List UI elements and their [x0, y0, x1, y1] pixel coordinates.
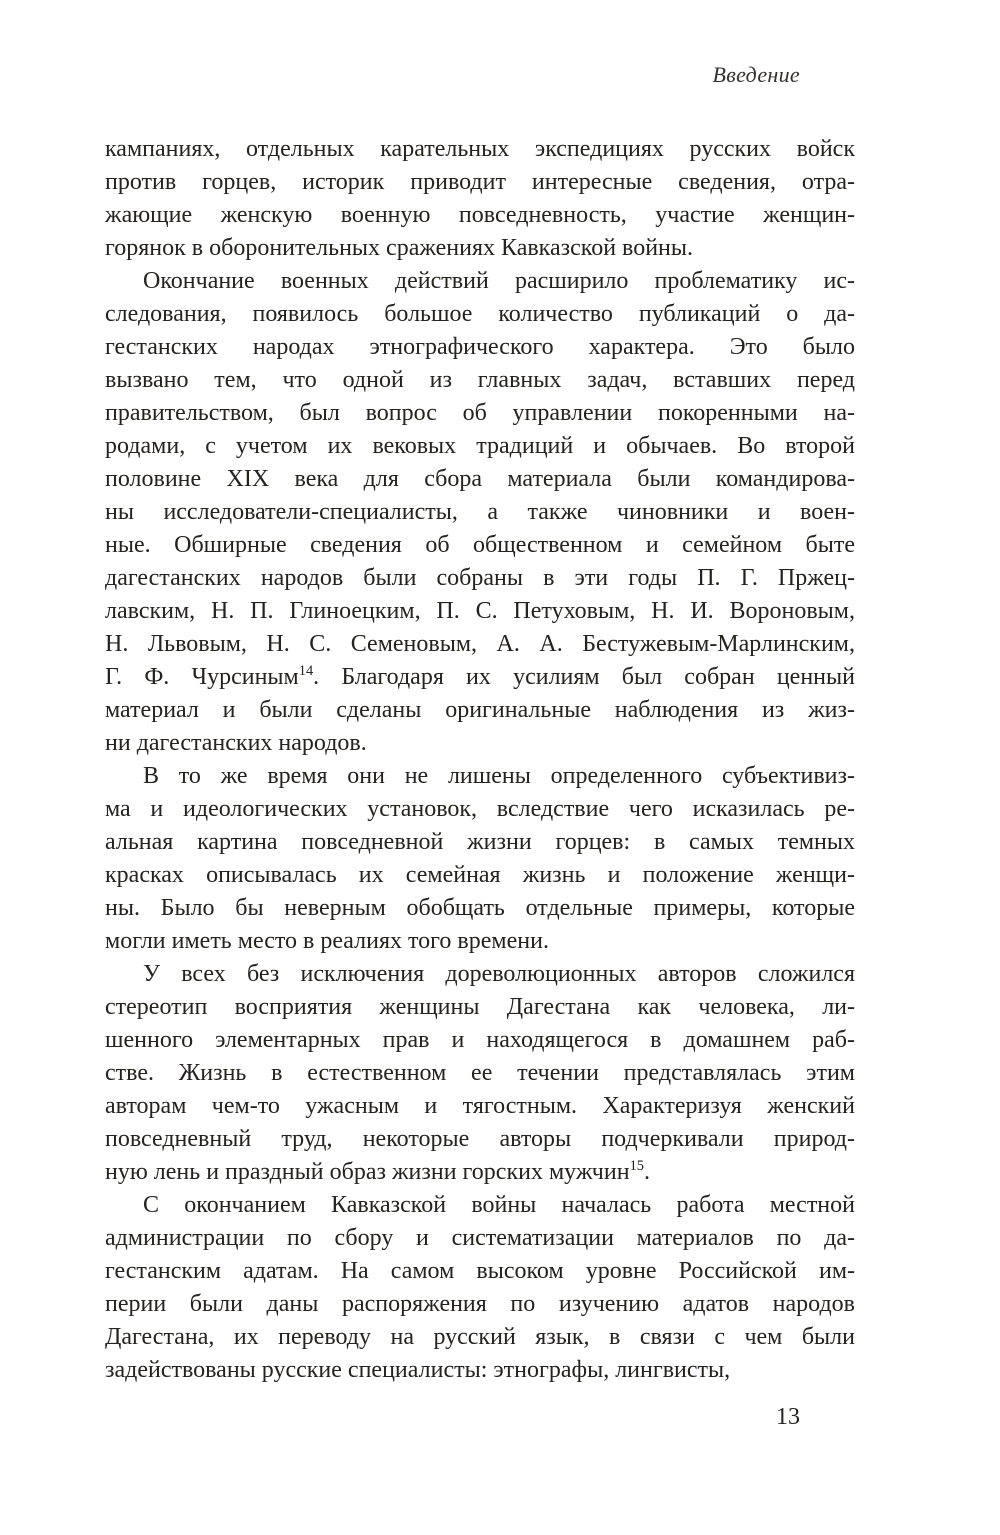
page-body [105, 133, 855, 1387]
text-line: С окончанием Кавказской войны началась работа местной [143, 1192, 855, 1218]
paragraph [105, 133, 855, 265]
page-footer [105, 1401, 855, 1434]
text-line: родами, с учетом их вековых традиций и обычаев. Во второй [105, 433, 855, 459]
text-line: задействованы русские специалисты: этнографы, лингвисты, [105, 1357, 731, 1383]
text-line: шенного элементарных прав и находящегося в домашнем раб- [105, 1027, 855, 1053]
text-line: ную лень и праздный образ жизни горских мужчин$^{15}$. [105, 1158, 650, 1185]
text-line: альная картина повседневной жизни горцев: в самых темных [105, 829, 855, 855]
text-line: Н. Львовым, Н. С. Семеновым, А. А. Бестужевым-Марлинским, [105, 631, 855, 657]
text-line: Окончание военных действий расширило проблематику ис- [143, 268, 855, 294]
text-line: гестанских народах этнографического характера. Это было [105, 334, 855, 360]
text-line: гестанским адатам. На самом высоком уровне Российской им- [105, 1258, 855, 1284]
text-line: кампаниях, отдельных карательных экспедициях русских войск [105, 136, 855, 162]
text-line: лавским, Н. П. Глиноецким, П. С. Петуховым, Н. И. Вороновым, [105, 598, 855, 624]
text-line: могли иметь место в реалиях того времени. [105, 928, 549, 954]
text-line: против горцев, историк приводит интересные сведения, отра- [105, 169, 855, 195]
text-line: горянок в оборонительных сражениях Кавказской войны. [105, 235, 694, 261]
paragraph [105, 958, 855, 1189]
text-line: правительством, был вопрос об управлении покоренными на- [105, 400, 855, 426]
text-line: стве. Жизнь в естественном ее течении представлялась этим [105, 1060, 855, 1086]
text-line: ные. Обширные сведения об общественном и семейном быте [105, 532, 855, 558]
paragraph [105, 265, 855, 760]
text-line: авторам чем-то ужасным и тягостным. Характеризуя женский [105, 1093, 855, 1119]
text-line: администрации по сбору и систематизации материалов по да- [105, 1225, 855, 1251]
footnote-marker: 14 [298, 663, 314, 679]
running-header-title: Введение [712, 62, 800, 87]
text-line: материал и были сделаны оригинальные наблюдения из жиз- [105, 697, 855, 723]
text-line: дагестанских народов были собраны в эти годы П. Г. Пржец- [105, 565, 855, 591]
text-line: половине XIX века для сбора материала были командирова- [105, 466, 855, 492]
text-line: повседневный труд, некоторые авторы подчеркивали природ- [105, 1126, 855, 1152]
text-line: следования, появилось большое количество публикаций о да- [105, 301, 855, 327]
paragraph [105, 1189, 855, 1387]
text-line: красках описывалась их семейная жизнь и положение женщи- [105, 862, 855, 888]
text-line: У всех без исключения дореволюционных авторов сложился [143, 961, 855, 987]
text-line: ма и идеологических установок, вследствие чего исказилась ре- [105, 796, 855, 822]
text-line: вызвано тем, что одной из главных задач, вставших перед [105, 367, 855, 393]
text-line: В то же время они не лишены определенного субъективиз- [143, 763, 855, 789]
text-line: Дагестана, их переводу на русский язык, в связи с чем были [105, 1324, 855, 1350]
footnote-marker: 15 [629, 1158, 644, 1174]
text-line: стереотип восприятия женщины Дагестана как человека, ли- [105, 994, 855, 1020]
text-line: ны исследователи-специалисты, а также чиновники и воен- [105, 499, 855, 525]
text-line: ны. Было бы неверным обобщать отдельные примеры, которые [105, 895, 855, 921]
text-line: перии были даны распоряжения по изучению адатов народов [105, 1291, 855, 1317]
page-number: 13 [776, 1404, 800, 1430]
paragraph [105, 760, 855, 958]
text-line: Г. Ф. Чурсиным$^{14}$. Благодаря их усилиям был собран ценный [105, 663, 855, 690]
text-line: ни дагестанских народов. [105, 730, 367, 756]
text-line: жающие женскую военную повседневность, участие женщин- [105, 202, 855, 228]
running-header [105, 62, 855, 88]
